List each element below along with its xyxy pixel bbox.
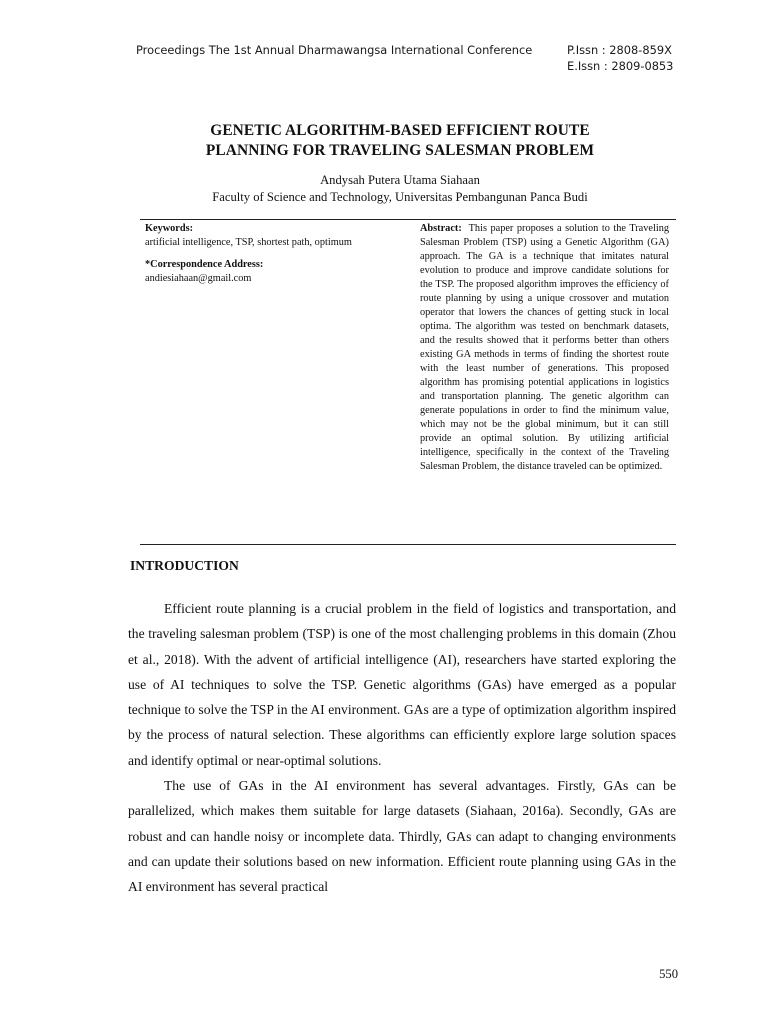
keywords-text: artificial intelligence, TSP, shortest path, optimum xyxy=(145,237,352,248)
conference-name: Proceedings The 1st Annual Dharmawangsa International Conference xyxy=(136,43,533,57)
author-block xyxy=(110,172,690,205)
print-issn: P.Issn : 2808-859X xyxy=(567,43,672,57)
electronic-issn: E.Issn : 2809-0853 xyxy=(567,59,674,73)
paper-title xyxy=(110,121,690,160)
paper-title-line-2: PLANNING FOR TRAVELING SALESMAN PROBLEM xyxy=(205,141,595,159)
keywords-label: Keywords: xyxy=(145,223,194,234)
correspondence-label: *Correspondence Address: xyxy=(145,259,264,270)
author-name: Andysah Putera Utama Siahaan xyxy=(320,173,480,187)
article-info-box xyxy=(140,219,676,545)
author-affiliation: Faculty of Science and Technology, Universitas Pembangunan Panca Budi xyxy=(212,189,588,204)
correspondence-email: andiesiahaan@gmail.com xyxy=(145,273,252,284)
abstract-column xyxy=(420,222,669,474)
keywords-column xyxy=(145,222,398,286)
introduction-body xyxy=(128,596,676,900)
paper-title-line-1: GENETIC ALGORITHM-BASED EFFICIENT ROUTE xyxy=(210,122,590,139)
issn-block xyxy=(567,42,673,74)
abstract-label: Abstract: xyxy=(420,223,462,234)
introduction-paragraph: The use of GAs in the AI environment has several advantages. Firstly, GAs can be parallelized, which makes them suitable for large datasets (Siahaan, 2016a). Secondly, GAs are robust and can handle noisy or incomplete data. Thirdly, GAs can adapt to changing environments and can update their solutions based on new information. Efficient route planning using GAs in the AI environment has several practical xyxy=(128,778,676,895)
introduction-paragraph: Efficient route planning is a crucial problem in the field of logistics and transportation, and the traveling salesman problem (TSP) is one of the most challenging problems in this domain (Zhou et al., 2018). With the advent of artificial intelligence (AI), researchers have started exploring the use of AI techniques to solve the TSP. Genetic algorithms (GAs) have emerged as a popular technique to solve the TSP in the AI environment. GAs are a type of optimization algorithm inspired by the process of natural selection. These algorithms can efficiently explore large solution spaces and identify optimal or near-optimal solutions. xyxy=(128,601,676,768)
keywords-spacer xyxy=(145,250,398,258)
page-number: 550 xyxy=(659,967,678,981)
abstract-text: This paper proposes a solution to the Traveling Salesman Problem (TSP) using a Genetic Algorithm (GA) approach. The GA is a technique that imitates natural evolution to produce and improve candidate solutions for the TSP. The proposed algorithm improves the efficiency of route planning by using a unique crossover and mutation operator that lowers the chances of getting stuck in local optima. The algorithm was tested on benchmark datasets, and the results showed that it performs better than others existing GA methods in terms of finding the shortest route with the least number of generations. This proposed algorithm has promising potential applications in logistics and transportation planning. The genetic algorithm can generate populations in order to find the minimum value, which may not be the global minimum, but it can still provide an optimal solution. By utilizing artificial intelligence, specifically in the context of the Traveling Salesman Problem, the distance traveled can be optimized. xyxy=(420,223,669,472)
section-heading-introduction: INTRODUCTION xyxy=(130,558,239,573)
